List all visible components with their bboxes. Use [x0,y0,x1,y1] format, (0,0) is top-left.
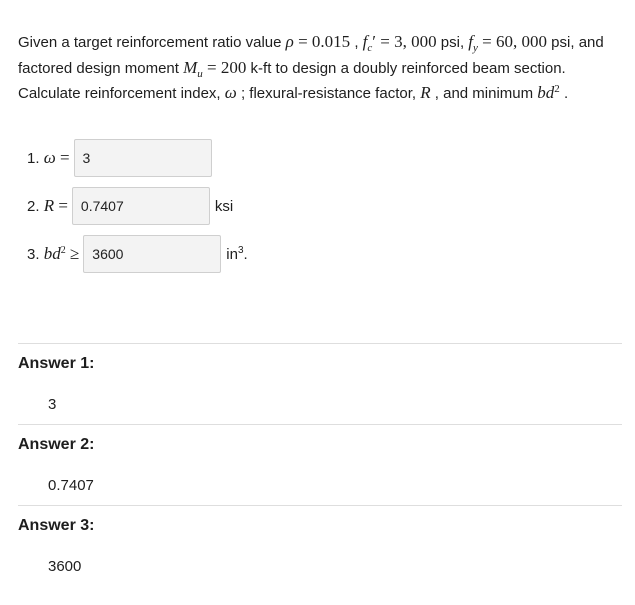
answer-2-value: 0.7407 [48,477,94,494]
mu-value: = 200 [202,57,247,77]
question-text-part: . [559,85,569,102]
part-number: 2. [27,198,40,215]
part-2-row [27,187,233,225]
part-number: 1. [27,150,40,167]
question-text-part: Given a target reinforcement ratio value [18,34,286,51]
question-text-part: psi, [436,34,469,51]
r-symbol: R [43,196,55,215]
equals-sign: = [54,196,68,215]
bd-symbol: bd [537,83,555,102]
answer-3-title: Answer 3: [18,517,95,534]
part-1-label [27,148,70,168]
part-3-label [27,244,79,264]
geq-sign: ≥ [65,244,80,263]
unit-tail: . [243,246,248,263]
bd-symbol: bd [43,244,61,263]
equals-sign: = [55,148,70,167]
rho-symbol: ρ [285,32,294,51]
question-text-part: k-ft to design a doubly reinforced beam section. Calculate reinforcement index, [18,59,566,102]
part-3-unit [226,245,247,263]
unit-base: in [226,246,238,263]
question-text-part: psi, and factored design moment [18,34,604,77]
answer-3-value: 3600 [48,558,82,575]
part-2-answer-input[interactable]: 0.7407 [72,187,210,225]
fy-symbol: f [468,32,474,51]
fc-symbol: f [362,32,368,51]
unit-superscript: 3 [237,245,244,256]
fy-subscript: y [473,42,478,54]
answer-1-title: Answer 1: [18,355,95,372]
fy-value: = 60, 000 [477,32,548,51]
bd-superscript: 2 [60,245,66,256]
bd-superscript: 2 [554,83,560,95]
fc-value: ′ = 3, 000 [372,32,437,51]
divider [18,343,622,344]
question-text-part: , [350,34,363,51]
part-3-row [27,235,248,273]
question-text [18,30,624,107]
answer-2-title: Answer 2: [18,436,95,453]
part-1-row [27,139,212,177]
part-3-answer-input[interactable]: 3600 [83,235,221,273]
mu-subscript: u [197,67,203,80]
answer-1-value: 3 [48,396,57,413]
part-1-answer-input[interactable]: 3 [74,139,212,177]
part-2-label [27,196,68,216]
part-number: 3. [27,246,40,263]
question-text-part: , and minimum [430,85,538,102]
omega-symbol: ω [224,83,237,102]
omega-symbol: ω [43,148,56,167]
divider [18,424,622,425]
part-2-unit: ksi [214,197,234,215]
divider [18,505,622,506]
fc-subscript: c [367,42,373,54]
r-symbol: R [420,83,431,102]
rho-value: = 0.015 [293,32,351,51]
mu-symbol: M [183,57,198,77]
question-text-part: ; flexural-resistance factor, [236,85,421,102]
